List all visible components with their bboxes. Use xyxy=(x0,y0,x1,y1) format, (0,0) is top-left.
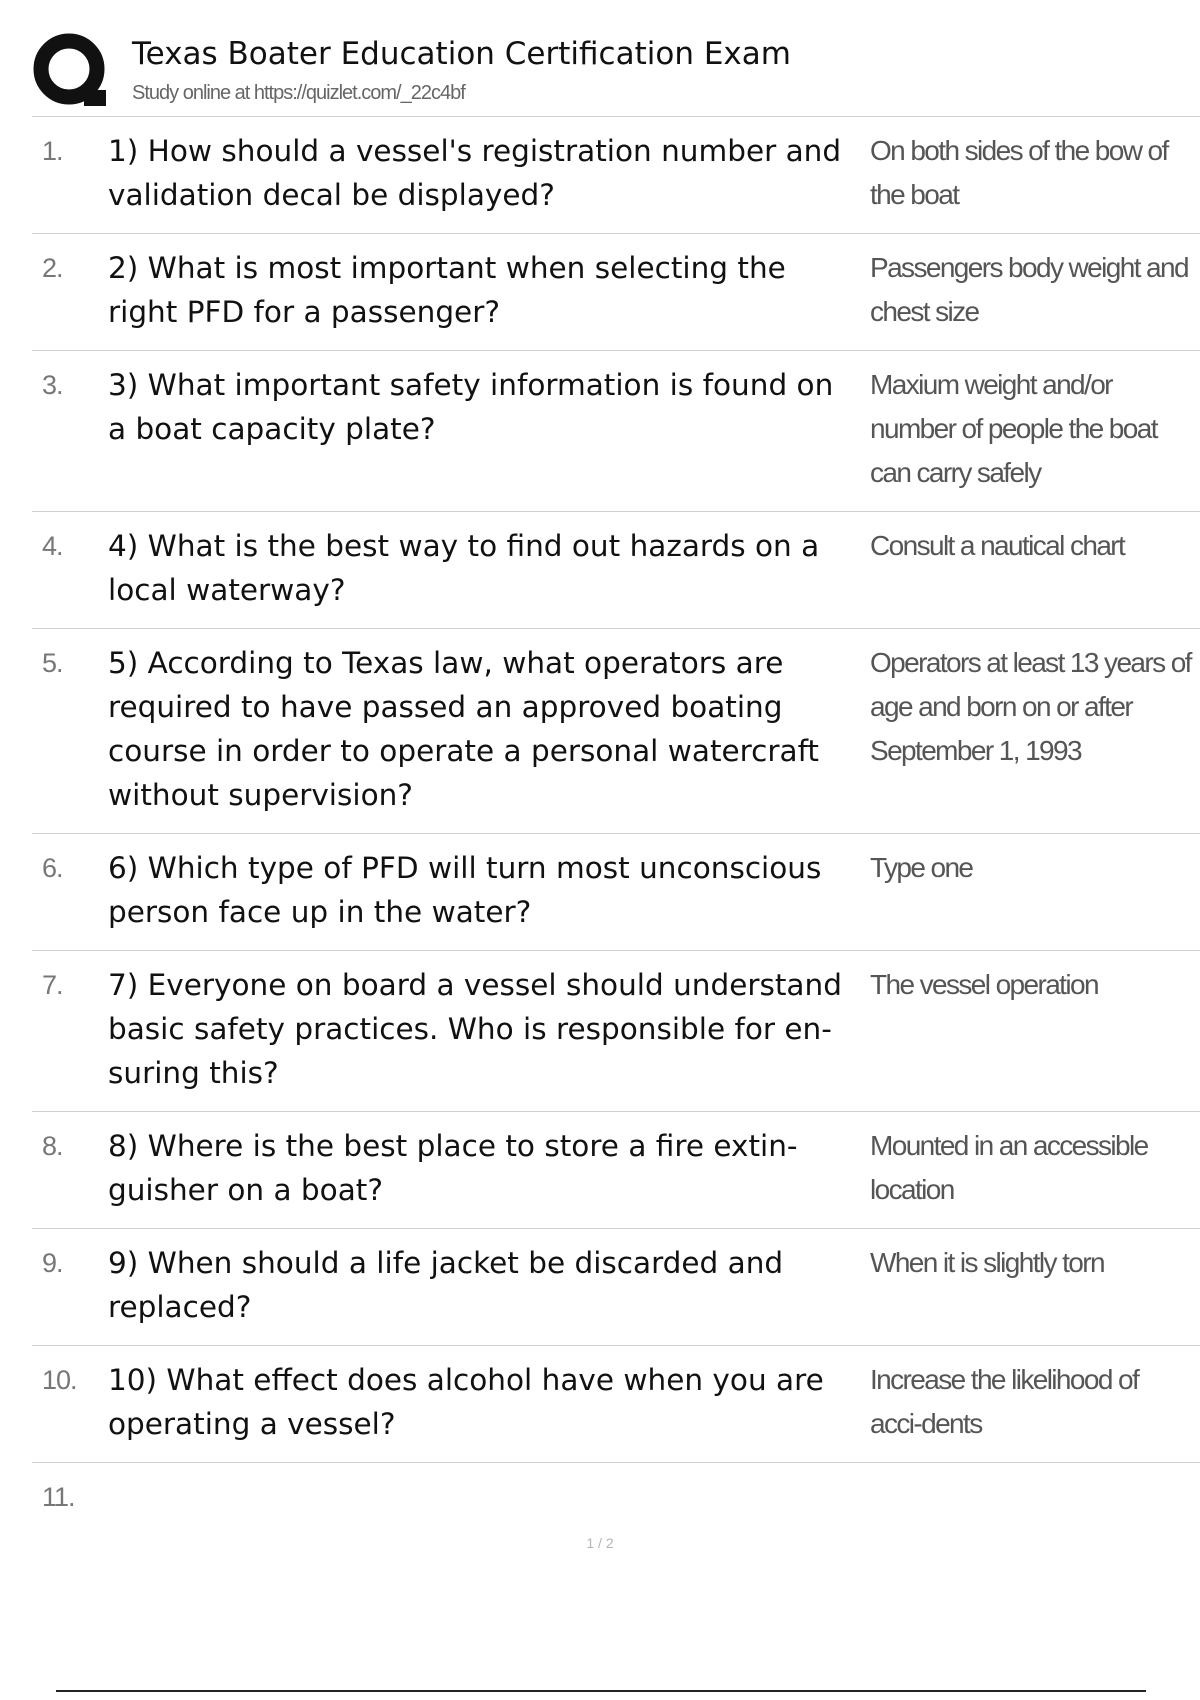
question-row xyxy=(32,117,1200,234)
row-number: 3. xyxy=(42,370,63,400)
question-text: 1) How should a vessel's registration number and validation decal be displayed? xyxy=(108,134,842,212)
answer-text: Maxium weight and/or number of people the boat can carry safely xyxy=(870,369,1157,488)
answer-text: Increase the likelihood of acci-dents xyxy=(870,1364,1139,1439)
document-header xyxy=(32,30,1200,114)
page-number: 1 / 2 xyxy=(586,1535,614,1551)
question-row xyxy=(32,234,1200,351)
row-number: 8. xyxy=(42,1131,63,1161)
row-number: 9. xyxy=(42,1248,63,1278)
answer-text: Passengers body weight and chest size xyxy=(870,252,1188,327)
question-row xyxy=(32,1346,1200,1463)
row-number: 2. xyxy=(42,253,63,283)
question-text: 2) What is most important when selecting the right PFD for a passenger? xyxy=(108,251,786,329)
question-row xyxy=(32,512,1200,629)
question-list xyxy=(32,117,1200,1551)
row-number: 10. xyxy=(42,1365,77,1395)
row-number: 4. xyxy=(42,531,63,561)
question-text: 7) Everyone on board a vessel should understand basic safety practices. Who is responsible for en-suring this? xyxy=(108,968,842,1090)
question-text: 9) When should a life jacket be discarded and replaced? xyxy=(108,1246,784,1324)
question-row xyxy=(32,351,1200,512)
row-number: 5. xyxy=(42,648,63,678)
answer-text: Consult a nautical chart xyxy=(870,530,1125,561)
answer-text: On both sides of the bow of the boat xyxy=(870,135,1168,210)
question-row xyxy=(32,834,1200,951)
answer-text: The vessel operation xyxy=(870,969,1098,1000)
answer-text: Operators at least 13 years of age and born on or after September 1, 1993 xyxy=(870,647,1191,766)
question-text: 5) According to Texas law, what operators are required to have passed an approved boating course in order to operate a personal watercraft without supervision? xyxy=(108,646,819,812)
question-text: 10) What effect does alcohol have when you are operating a vessel? xyxy=(108,1363,824,1441)
question-row xyxy=(32,951,1200,1112)
row-number: 11. xyxy=(42,1482,75,1512)
quizlet-logo-icon xyxy=(32,32,112,112)
question-text: 8) Where is the best place to store a fire extin-guisher on a boat? xyxy=(108,1129,798,1207)
row-number: 1. xyxy=(42,136,63,166)
question-text: 3) What important safety information is found on a boat capacity plate? xyxy=(108,368,834,446)
question-row xyxy=(32,1229,1200,1346)
row-number: 6. xyxy=(42,853,63,883)
question-text: 6) Which type of PFD will turn most unconscious person face up in the water? xyxy=(108,851,822,929)
row-number: 7. xyxy=(42,970,63,1000)
page-title: Texas Boater Education Certification Exam xyxy=(132,36,791,72)
bottom-divider xyxy=(56,1690,1146,1692)
question-row xyxy=(32,1112,1200,1229)
question-row xyxy=(32,629,1200,834)
answer-text: Mounted in an accessible location xyxy=(870,1130,1148,1205)
study-url-subtitle[interactable]: Study online at https://quizlet.com/_22c4bf xyxy=(132,82,465,104)
question-text: 4) What is the best way to find out hazards on a local waterway? xyxy=(108,529,820,607)
answer-text: Type one xyxy=(870,852,973,883)
answer-text: When it is slightly torn xyxy=(870,1247,1104,1278)
